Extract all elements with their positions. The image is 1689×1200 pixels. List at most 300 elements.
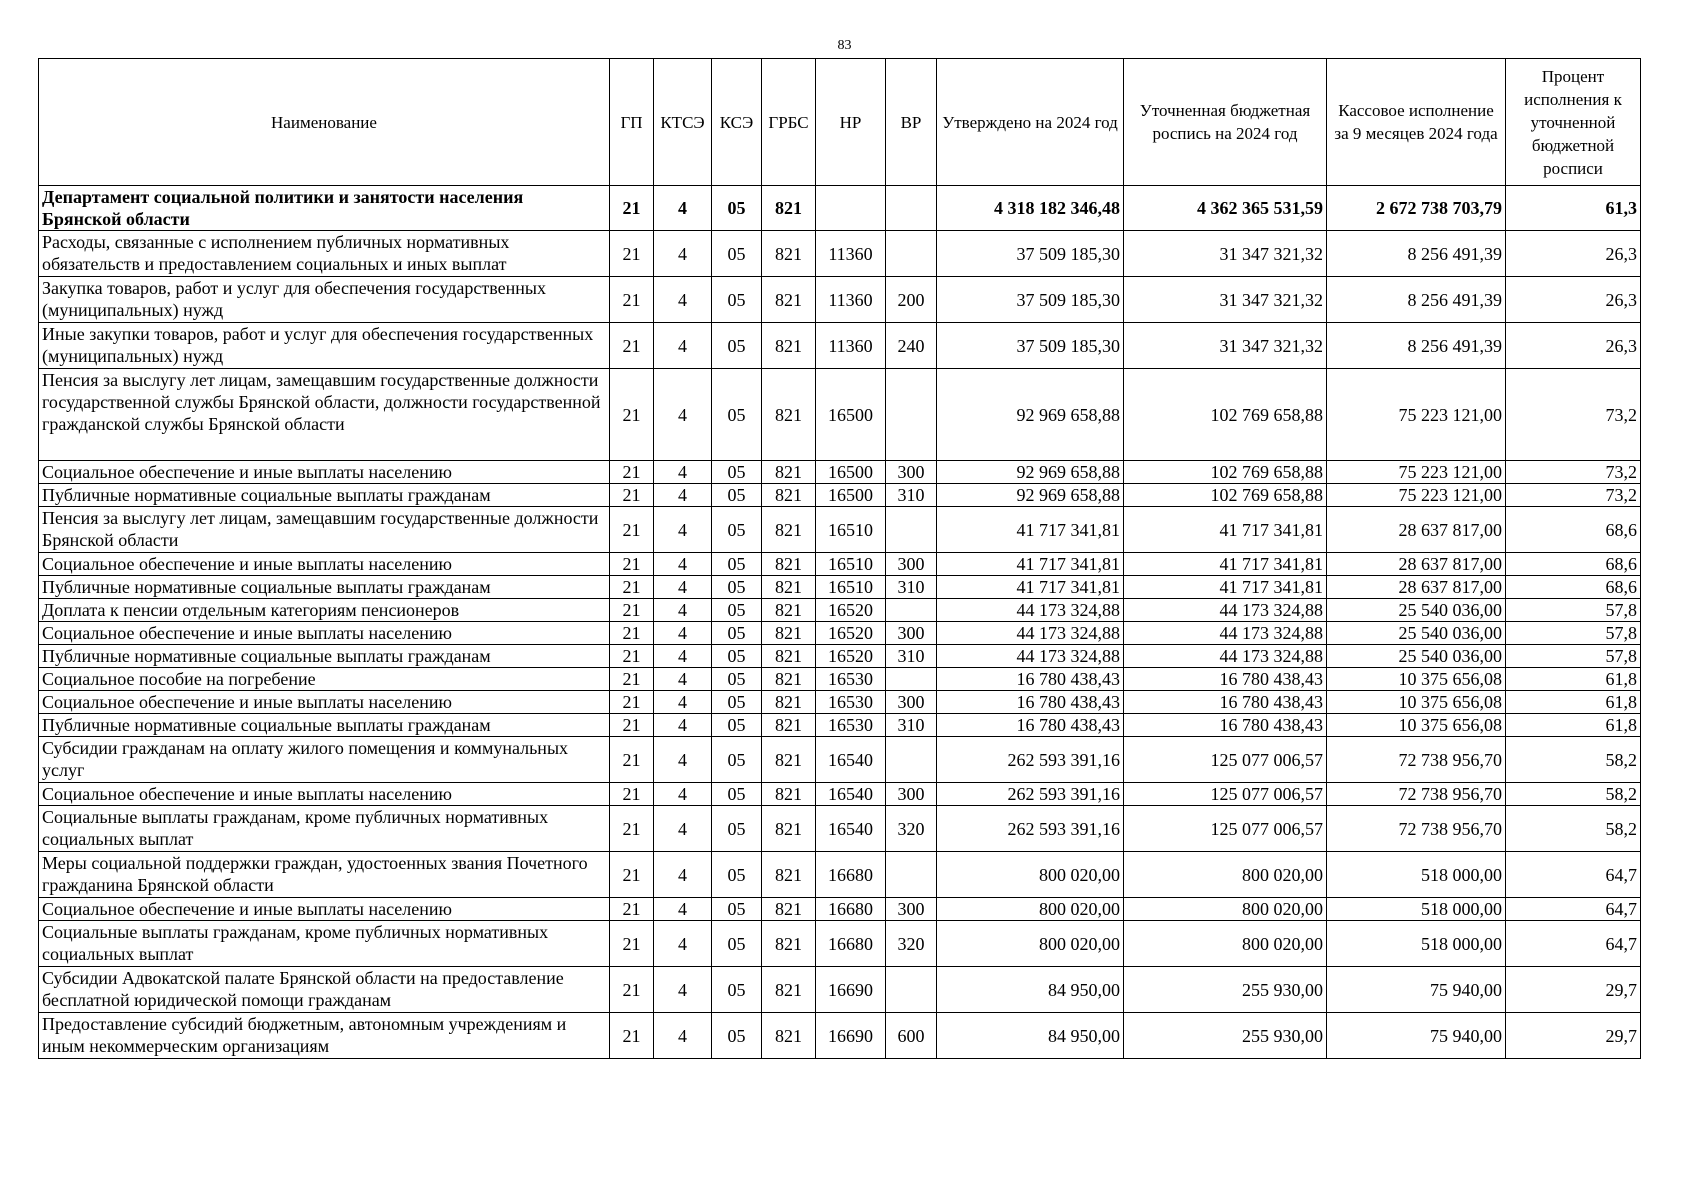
row-refined: 4 362 365 531,59: [1124, 186, 1327, 231]
table-row: [39, 622, 1641, 645]
row-grbs: 821: [762, 186, 816, 231]
row-percent: 57,8: [1506, 599, 1641, 622]
row-kse: 05: [712, 231, 762, 277]
row-ktse: 4: [654, 714, 712, 737]
row-approved: 37 509 185,30: [937, 277, 1124, 323]
row-cash: 8 256 491,39: [1327, 231, 1506, 277]
row-grbs: 821: [762, 921, 816, 967]
row-ktse: 4: [654, 186, 712, 231]
row-name: Меры социальной поддержки граждан, удостоенных звания Почетного гражданина Брянской области: [39, 852, 610, 898]
table-row: [39, 898, 1641, 921]
header-refined: Уточненная бюджетная роспись на 2024 год: [1124, 59, 1327, 186]
row-gp: 21: [610, 599, 654, 622]
row-name: Доплата к пенсии отдельным категориям пенсионеров: [39, 599, 610, 622]
row-grbs: 821: [762, 898, 816, 921]
row-ktse: 4: [654, 323, 712, 369]
row-ktse: 4: [654, 484, 712, 507]
table-row: [39, 645, 1641, 668]
row-gp: 21: [610, 507, 654, 553]
row-vr: 200: [886, 277, 937, 323]
table-row: [39, 967, 1641, 1013]
page-number: 83: [837, 38, 852, 53]
row-name: Субсидии Адвокатской палате Брянской области на предоставление бесплатной юридической помощи гражданам: [39, 967, 610, 1013]
row-percent: 57,8: [1506, 645, 1641, 668]
table-row: [39, 323, 1641, 369]
row-approved: 44 173 324,88: [937, 645, 1124, 668]
row-percent: 26,3: [1506, 277, 1641, 323]
row-np: 16540: [816, 806, 886, 852]
row-np: 16690: [816, 967, 886, 1013]
row-name: Закупка товаров, работ и услуг для обеспечения государственных (муниципальных) нужд: [39, 277, 610, 323]
row-np: 16680: [816, 921, 886, 967]
row-cash: 72 738 956,70: [1327, 806, 1506, 852]
row-percent: 68,6: [1506, 576, 1641, 599]
row-vr: [886, 186, 937, 231]
row-percent: 73,2: [1506, 484, 1641, 507]
row-gp: 21: [610, 783, 654, 806]
row-kse: 05: [712, 921, 762, 967]
row-approved: 84 950,00: [937, 967, 1124, 1013]
row-gp: 21: [610, 737, 654, 783]
table-row: [39, 277, 1641, 323]
row-gp: 21: [610, 186, 654, 231]
row-cash: 518 000,00: [1327, 898, 1506, 921]
row-cash: 518 000,00: [1327, 852, 1506, 898]
row-vr: 310: [886, 484, 937, 507]
header-approved: Утверждено на 2024 год: [937, 59, 1124, 186]
row-grbs: 821: [762, 622, 816, 645]
table-row: [39, 783, 1641, 806]
row-kse: 05: [712, 668, 762, 691]
budget-table: [38, 58, 1641, 1059]
row-refined: 125 077 006,57: [1124, 806, 1327, 852]
header-np: НР: [816, 59, 886, 186]
row-kse: 05: [712, 714, 762, 737]
row-kse: 05: [712, 461, 762, 484]
row-cash: 72 738 956,70: [1327, 737, 1506, 783]
row-gp: 21: [610, 714, 654, 737]
table-row: [39, 186, 1641, 231]
row-name: Иные закупки товаров, работ и услуг для обеспечения государственных (муниципальных) нужд: [39, 323, 610, 369]
row-kse: 05: [712, 691, 762, 714]
row-refined: 255 930,00: [1124, 1013, 1327, 1059]
row-vr: 240: [886, 323, 937, 369]
row-percent: 58,2: [1506, 806, 1641, 852]
row-np: [816, 186, 886, 231]
row-grbs: 821: [762, 691, 816, 714]
row-vr: 300: [886, 461, 937, 484]
row-name: Субсидии гражданам на оплату жилого помещения и коммунальных услуг: [39, 737, 610, 783]
row-name: Социальное обеспечение и иные выплаты населению: [39, 898, 610, 921]
row-cash: 75 223 121,00: [1327, 369, 1506, 461]
row-approved: 262 593 391,16: [937, 806, 1124, 852]
row-np: 16690: [816, 1013, 886, 1059]
row-cash: 28 637 817,00: [1327, 507, 1506, 553]
row-percent: 73,2: [1506, 461, 1641, 484]
row-name: Социальные выплаты гражданам, кроме публичных нормативных социальных выплат: [39, 806, 610, 852]
table-row: [39, 921, 1641, 967]
row-kse: 05: [712, 783, 762, 806]
row-np: 11360: [816, 277, 886, 323]
row-ktse: 4: [654, 668, 712, 691]
row-percent: 68,6: [1506, 507, 1641, 553]
row-approved: 41 717 341,81: [937, 507, 1124, 553]
row-name: Социальное обеспечение и иные выплаты населению: [39, 783, 610, 806]
row-vr: 300: [886, 691, 937, 714]
row-np: 16540: [816, 737, 886, 783]
row-approved: 92 969 658,88: [937, 484, 1124, 507]
row-refined: 16 780 438,43: [1124, 691, 1327, 714]
row-np: 16510: [816, 507, 886, 553]
row-kse: 05: [712, 645, 762, 668]
row-gp: 21: [610, 852, 654, 898]
row-percent: 58,2: [1506, 783, 1641, 806]
row-kse: 05: [712, 898, 762, 921]
table-row: [39, 714, 1641, 737]
row-ktse: 4: [654, 461, 712, 484]
row-percent: 61,8: [1506, 668, 1641, 691]
row-ktse: 4: [654, 622, 712, 645]
row-grbs: 821: [762, 783, 816, 806]
row-grbs: 821: [762, 737, 816, 783]
row-approved: 92 969 658,88: [937, 369, 1124, 461]
row-cash: 75 223 121,00: [1327, 461, 1506, 484]
header-ktse: КТСЭ: [654, 59, 712, 186]
row-refined: 31 347 321,32: [1124, 231, 1327, 277]
row-kse: 05: [712, 323, 762, 369]
row-grbs: 821: [762, 852, 816, 898]
row-approved: 16 780 438,43: [937, 714, 1124, 737]
row-percent: 64,7: [1506, 898, 1641, 921]
row-percent: 64,7: [1506, 852, 1641, 898]
row-name: Департамент социальной политики и занятости населения Брянской области: [39, 186, 610, 231]
table-row: [39, 1013, 1641, 1059]
row-cash: 10 375 656,08: [1327, 668, 1506, 691]
row-ktse: 4: [654, 369, 712, 461]
row-refined: 31 347 321,32: [1124, 277, 1327, 323]
row-ktse: 4: [654, 507, 712, 553]
table-row: [39, 461, 1641, 484]
row-np: 11360: [816, 231, 886, 277]
row-approved: 37 509 185,30: [937, 231, 1124, 277]
row-approved: 16 780 438,43: [937, 668, 1124, 691]
table-row: [39, 599, 1641, 622]
table-row: [39, 806, 1641, 852]
row-ktse: 4: [654, 691, 712, 714]
row-grbs: 821: [762, 369, 816, 461]
row-approved: 84 950,00: [937, 1013, 1124, 1059]
row-refined: 44 173 324,88: [1124, 622, 1327, 645]
row-approved: 262 593 391,16: [937, 783, 1124, 806]
row-cash: 8 256 491,39: [1327, 323, 1506, 369]
row-np: 16530: [816, 714, 886, 737]
row-refined: 16 780 438,43: [1124, 668, 1327, 691]
row-ktse: 4: [654, 1013, 712, 1059]
row-cash: 75 223 121,00: [1327, 484, 1506, 507]
row-vr: [886, 967, 937, 1013]
header-cash: Кассовое исполнение за 9 месяцев 2024 года: [1327, 59, 1506, 186]
row-ktse: 4: [654, 599, 712, 622]
row-refined: 41 717 341,81: [1124, 507, 1327, 553]
row-gp: 21: [610, 921, 654, 967]
row-np: 16520: [816, 645, 886, 668]
row-cash: 25 540 036,00: [1327, 645, 1506, 668]
header-gp: ГП: [610, 59, 654, 186]
row-kse: 05: [712, 484, 762, 507]
row-kse: 05: [712, 507, 762, 553]
row-cash: 75 940,00: [1327, 1013, 1506, 1059]
row-gp: 21: [610, 645, 654, 668]
row-vr: 310: [886, 714, 937, 737]
row-grbs: 821: [762, 323, 816, 369]
header-vr: ВР: [886, 59, 937, 186]
row-vr: 310: [886, 645, 937, 668]
row-kse: 05: [712, 737, 762, 783]
table-row: [39, 231, 1641, 277]
row-gp: 21: [610, 967, 654, 1013]
row-name: Социальные выплаты гражданам, кроме публичных нормативных социальных выплат: [39, 921, 610, 967]
row-gp: 21: [610, 553, 654, 576]
row-percent: 29,7: [1506, 967, 1641, 1013]
row-gp: 21: [610, 277, 654, 323]
row-grbs: 821: [762, 806, 816, 852]
row-approved: 262 593 391,16: [937, 737, 1124, 783]
row-approved: 44 173 324,88: [937, 599, 1124, 622]
row-ktse: 4: [654, 737, 712, 783]
header-name: Наименование: [39, 59, 610, 186]
row-np: 16520: [816, 599, 886, 622]
row-ktse: 4: [654, 231, 712, 277]
row-gp: 21: [610, 691, 654, 714]
row-name: Социальное обеспечение и иные выплаты населению: [39, 691, 610, 714]
row-gp: 21: [610, 323, 654, 369]
row-refined: 44 173 324,88: [1124, 645, 1327, 668]
row-refined: 800 020,00: [1124, 921, 1327, 967]
row-grbs: 821: [762, 645, 816, 668]
row-vr: [886, 668, 937, 691]
row-grbs: 821: [762, 1013, 816, 1059]
table-row: [39, 507, 1641, 553]
row-vr: [886, 507, 937, 553]
row-vr: [886, 852, 937, 898]
row-grbs: 821: [762, 599, 816, 622]
row-gp: 21: [610, 231, 654, 277]
row-percent: 26,3: [1506, 231, 1641, 277]
row-vr: 300: [886, 622, 937, 645]
row-approved: 41 717 341,81: [937, 576, 1124, 599]
row-cash: 10 375 656,08: [1327, 691, 1506, 714]
row-gp: 21: [610, 622, 654, 645]
row-gp: 21: [610, 484, 654, 507]
row-refined: 41 717 341,81: [1124, 576, 1327, 599]
row-np: 16520: [816, 622, 886, 645]
row-ktse: 4: [654, 967, 712, 1013]
row-gp: 21: [610, 576, 654, 599]
row-approved: 44 173 324,88: [937, 622, 1124, 645]
row-vr: 300: [886, 783, 937, 806]
row-refined: 255 930,00: [1124, 967, 1327, 1013]
row-cash: 8 256 491,39: [1327, 277, 1506, 323]
row-refined: 102 769 658,88: [1124, 369, 1327, 461]
row-ktse: 4: [654, 576, 712, 599]
row-np: 16540: [816, 783, 886, 806]
row-vr: [886, 231, 937, 277]
row-ktse: 4: [654, 783, 712, 806]
table-row: [39, 852, 1641, 898]
row-percent: 61,3: [1506, 186, 1641, 231]
row-percent: 68,6: [1506, 553, 1641, 576]
row-kse: 05: [712, 967, 762, 1013]
row-cash: 72 738 956,70: [1327, 783, 1506, 806]
row-percent: 61,8: [1506, 714, 1641, 737]
row-vr: [886, 599, 937, 622]
row-name: Публичные нормативные социальные выплаты гражданам: [39, 484, 610, 507]
row-name: Публичные нормативные социальные выплаты гражданам: [39, 645, 610, 668]
row-percent: 61,8: [1506, 691, 1641, 714]
row-name: Социальное пособие на погребение: [39, 668, 610, 691]
row-kse: 05: [712, 553, 762, 576]
row-refined: 125 077 006,57: [1124, 783, 1327, 806]
row-approved: 4 318 182 346,48: [937, 186, 1124, 231]
row-approved: 41 717 341,81: [937, 553, 1124, 576]
row-grbs: 821: [762, 967, 816, 1013]
row-vr: 600: [886, 1013, 937, 1059]
row-np: 16510: [816, 576, 886, 599]
header-grbs: ГРБС: [762, 59, 816, 186]
row-np: 16680: [816, 852, 886, 898]
row-kse: 05: [712, 599, 762, 622]
row-gp: 21: [610, 369, 654, 461]
row-cash: 28 637 817,00: [1327, 553, 1506, 576]
table-row: [39, 668, 1641, 691]
row-name: Расходы, связанные с исполнением публичных нормативных обязательств и предоставлением социальных и иных выплат: [39, 231, 610, 277]
row-approved: 800 020,00: [937, 852, 1124, 898]
row-grbs: 821: [762, 277, 816, 323]
row-ktse: 4: [654, 277, 712, 323]
row-refined: 102 769 658,88: [1124, 484, 1327, 507]
row-vr: 310: [886, 576, 937, 599]
row-np: 16510: [816, 553, 886, 576]
row-np: 16500: [816, 484, 886, 507]
row-ktse: 4: [654, 898, 712, 921]
row-gp: 21: [610, 1013, 654, 1059]
row-vr: 300: [886, 898, 937, 921]
row-cash: 10 375 656,08: [1327, 714, 1506, 737]
row-np: 16680: [816, 898, 886, 921]
row-ktse: 4: [654, 553, 712, 576]
row-name: Социальное обеспечение и иные выплаты населению: [39, 461, 610, 484]
row-refined: 125 077 006,57: [1124, 737, 1327, 783]
table-row: [39, 484, 1641, 507]
row-kse: 05: [712, 852, 762, 898]
row-cash: 28 637 817,00: [1327, 576, 1506, 599]
row-percent: 29,7: [1506, 1013, 1641, 1059]
row-kse: 05: [712, 1013, 762, 1059]
row-percent: 26,3: [1506, 323, 1641, 369]
row-percent: 57,8: [1506, 622, 1641, 645]
row-percent: 64,7: [1506, 921, 1641, 967]
row-approved: 16 780 438,43: [937, 691, 1124, 714]
row-grbs: 821: [762, 507, 816, 553]
row-name: Предоставление субсидий бюджетным, автономным учреждениям и иным некоммерческим организациям: [39, 1013, 610, 1059]
row-approved: 800 020,00: [937, 898, 1124, 921]
row-np: 16500: [816, 369, 886, 461]
row-grbs: 821: [762, 714, 816, 737]
row-np: 11360: [816, 323, 886, 369]
row-kse: 05: [712, 576, 762, 599]
row-name: Пенсия за выслугу лет лицам, замещавшим государственные должности государственной службы Брянской области, должности государственной гражданской службы Брянской области: [39, 369, 610, 461]
row-refined: 31 347 321,32: [1124, 323, 1327, 369]
row-refined: 44 173 324,88: [1124, 599, 1327, 622]
row-vr: 320: [886, 921, 937, 967]
row-gp: 21: [610, 461, 654, 484]
row-ktse: 4: [654, 806, 712, 852]
row-cash: 2 672 738 703,79: [1327, 186, 1506, 231]
table-row: [39, 691, 1641, 714]
row-grbs: 821: [762, 461, 816, 484]
row-cash: 25 540 036,00: [1327, 622, 1506, 645]
table-body: [39, 186, 1641, 1059]
row-grbs: 821: [762, 576, 816, 599]
table-header-row: [39, 59, 1641, 186]
row-vr: [886, 737, 937, 783]
row-percent: 58,2: [1506, 737, 1641, 783]
row-name: Социальное обеспечение и иные выплаты населению: [39, 553, 610, 576]
row-gp: 21: [610, 898, 654, 921]
row-name: Публичные нормативные социальные выплаты гражданам: [39, 576, 610, 599]
row-gp: 21: [610, 806, 654, 852]
row-vr: 300: [886, 553, 937, 576]
row-approved: 800 020,00: [937, 921, 1124, 967]
row-gp: 21: [610, 668, 654, 691]
row-approved: 92 969 658,88: [937, 461, 1124, 484]
row-approved: 37 509 185,30: [937, 323, 1124, 369]
row-grbs: 821: [762, 668, 816, 691]
row-kse: 05: [712, 277, 762, 323]
table-row: [39, 369, 1641, 461]
row-refined: 41 717 341,81: [1124, 553, 1327, 576]
row-grbs: 821: [762, 231, 816, 277]
row-cash: 518 000,00: [1327, 921, 1506, 967]
row-vr: 320: [886, 806, 937, 852]
row-refined: 102 769 658,88: [1124, 461, 1327, 484]
row-np: 16530: [816, 691, 886, 714]
table-row: [39, 737, 1641, 783]
row-grbs: 821: [762, 484, 816, 507]
row-cash: 75 940,00: [1327, 967, 1506, 1013]
row-ktse: 4: [654, 852, 712, 898]
header-percent: Процент исполнения к уточненной бюджетной росписи: [1506, 59, 1641, 186]
row-ktse: 4: [654, 645, 712, 668]
row-name: Пенсия за выслугу лет лицам, замещавшим государственные должности Брянской области: [39, 507, 610, 553]
header-kse: КСЭ: [712, 59, 762, 186]
row-refined: 16 780 438,43: [1124, 714, 1327, 737]
row-np: 16530: [816, 668, 886, 691]
row-kse: 05: [712, 369, 762, 461]
row-refined: 800 020,00: [1124, 898, 1327, 921]
row-grbs: 821: [762, 553, 816, 576]
row-vr: [886, 369, 937, 461]
row-name: Публичные нормативные социальные выплаты гражданам: [39, 714, 610, 737]
row-name: Социальное обеспечение и иные выплаты населению: [39, 622, 610, 645]
row-ktse: 4: [654, 921, 712, 967]
table-row: [39, 553, 1641, 576]
table-row: [39, 576, 1641, 599]
row-kse: 05: [712, 622, 762, 645]
row-percent: 73,2: [1506, 369, 1641, 461]
row-kse: 05: [712, 806, 762, 852]
row-kse: 05: [712, 186, 762, 231]
